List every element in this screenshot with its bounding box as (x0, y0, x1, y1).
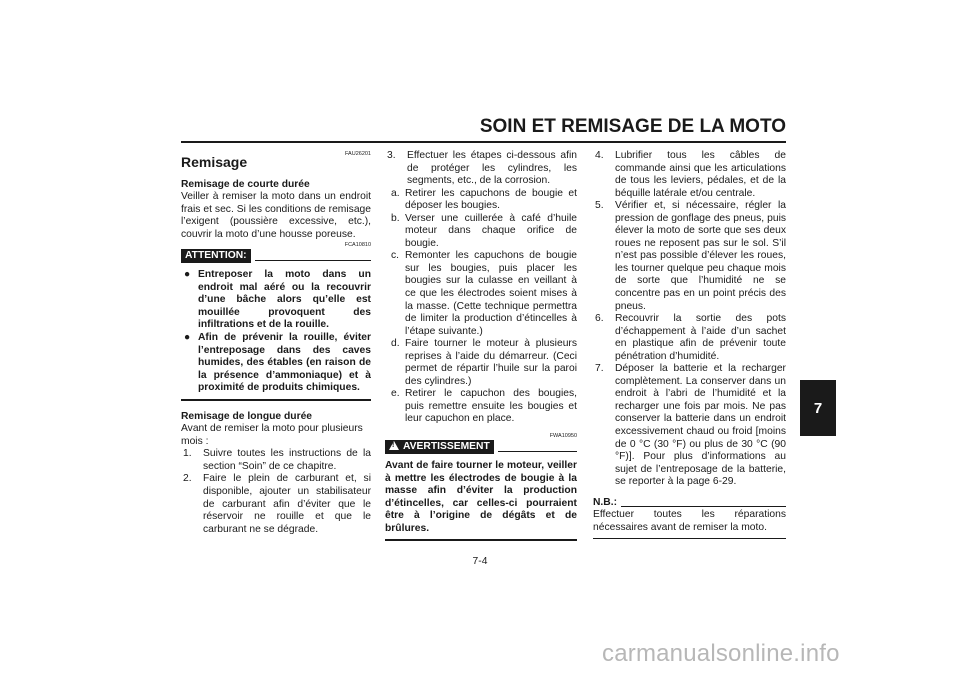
short-term-title: Remisage de courte durée (181, 178, 310, 190)
step-item: 5. Vérifier et, si nécessaire, régler la pression de gonflage des pneus, puis élever la moto de sorte que ses deux roues ne reposent pas sur le sol. S’il n’est pas possible d’élever les roues, les tourner quelque peu chaque mois de sorte que l’humidité ne se concentre pas en un point précis des pneus. (595, 200, 786, 312)
reference-code: FWA10950 (549, 433, 577, 440)
page-number: 7-4 (472, 556, 488, 567)
short-term-text: Veiller à remiser la moto dans un endroit frais et sec. Si les conditions de remisage l’exigent (poussière excessive, etc.), couvrir la moto d’une housse poreuse. (181, 191, 371, 240)
step-item: 6. Recouvrir la sortie des pots d’échappement à l’aide d’un sachet en plastique afin de prévenir toute pénétration d’humidité. (595, 313, 786, 362)
step-item: 4. Lubrifier tous les câbles de commande ainsi que les articulations de tous les leviers, pédales, et de la béquille latérale et/ou centrale. (595, 150, 786, 199)
column-3 (593, 150, 786, 539)
long-term-intro: Avant de remiser la moto pour plusieurs mois : (181, 423, 363, 447)
warning-rule (498, 442, 577, 452)
warning-header (385, 440, 577, 454)
column-1 (181, 150, 371, 536)
warning-text: Avant de faire tourner le moteur, veiller à mettre les électrodes de bougie à la masse afin d’éviter la production d’étincelles, car celles-ci pourraient être à l’origine de dégâts et de brûlures. (385, 460, 577, 534)
substep-item: d. Faire tourner le moteur à plusieurs reprises à l’aide du démarreur. (Ceci permet de répartir l’huile sur la paroi des cylindres.) (391, 338, 577, 387)
reference-code: FAU26201 (345, 151, 371, 157)
reference-code: FCA10810 (344, 242, 371, 249)
step-item: 3. Effectuer les étapes ci-dessous afin de protéger les cylindres, les segments, etc., de la corrosion. (387, 150, 577, 187)
attention-header (181, 249, 371, 263)
page-title: SOIN ET REMISAGE DE LA MOTO (479, 116, 786, 137)
note-rule (621, 499, 786, 507)
note-text: Effectuer toutes les réparations nécessaires avant de remiser la moto. (593, 509, 786, 533)
substep-item: e. Retirer le capuchon des bougies, puis remettre ensuite les bougies et leur capuchon en place. (391, 388, 577, 425)
section-heading: Remisage (181, 154, 248, 170)
substep-item: a. Retirer les capuchons de bougie et déposer les bougies. (391, 187, 577, 212)
attention-item: ● Afin de prévenir la rouille, éviter l’entreposage dans des caves humides, des étables (en raison de la présence d’ammoniaque) et à proximité de produits chimiques. (181, 332, 371, 395)
long-term-title: Remisage de longue durée (181, 410, 313, 422)
column-2 (385, 150, 577, 541)
warning-bottom-rule (385, 539, 577, 541)
note-bottom-rule (593, 538, 786, 539)
warning-badge: !AVERTISSEMENT (385, 440, 494, 454)
chapter-tab: 7 (800, 380, 836, 436)
watermark: carmanualsonline.info (602, 640, 840, 667)
bullet-icon: ● (184, 332, 191, 344)
step-item: 7. Déposer la batterie et la recharger complètement. La conserver dans un endroit à l’abri de l’humidité et la recharger une fois par mois. Ne pas conserver la batterie dans un endroit excessivement chaud ou froid [moins de 0 °C (30 °F) ou plus de 30 °C (90 °F)]. Pour plus d’informations au sujet de l’entreposage de la batterie, se reporter à la page 6-29. (595, 363, 786, 488)
attention-item: ● Entreposer la moto dans un endroit mal aéré ou la recouvrir d’une bâche alors qu’elle est mouillée provoquent des infiltrations et de la rouille. (181, 269, 371, 332)
substep-item: b. Verser une cuillerée à café d’huile moteur dans chaque orifice de bougie. (391, 212, 577, 249)
warning-triangle-icon (389, 441, 399, 450)
attention-badge: ATTENTION: (181, 249, 251, 263)
note-label: N.B.: (593, 496, 618, 508)
step-item: 2. Faire le plein de carburant et, si disponible, ajouter un stabilisateur de carburant afin d’éviter que le réservoir ne rouille et que le carburant ne se dégrade. (183, 473, 371, 535)
attention-rule (255, 251, 371, 261)
step-item: 1. Suivre toutes les instructions de la section “Soin” de ce chapitre. (183, 448, 371, 472)
title-rule (181, 141, 786, 143)
substep-item: c. Remonter les capuchons de bougie sur les bougies, puis placer les bougies sur la culasse en veillant à ce que les électrodes soient mises à la masse. (Cette technique permettra de limiter la production d’étincelles à l’étape suivante.) (391, 250, 577, 337)
bullet-icon: ● (184, 269, 191, 281)
note-header (593, 497, 786, 510)
